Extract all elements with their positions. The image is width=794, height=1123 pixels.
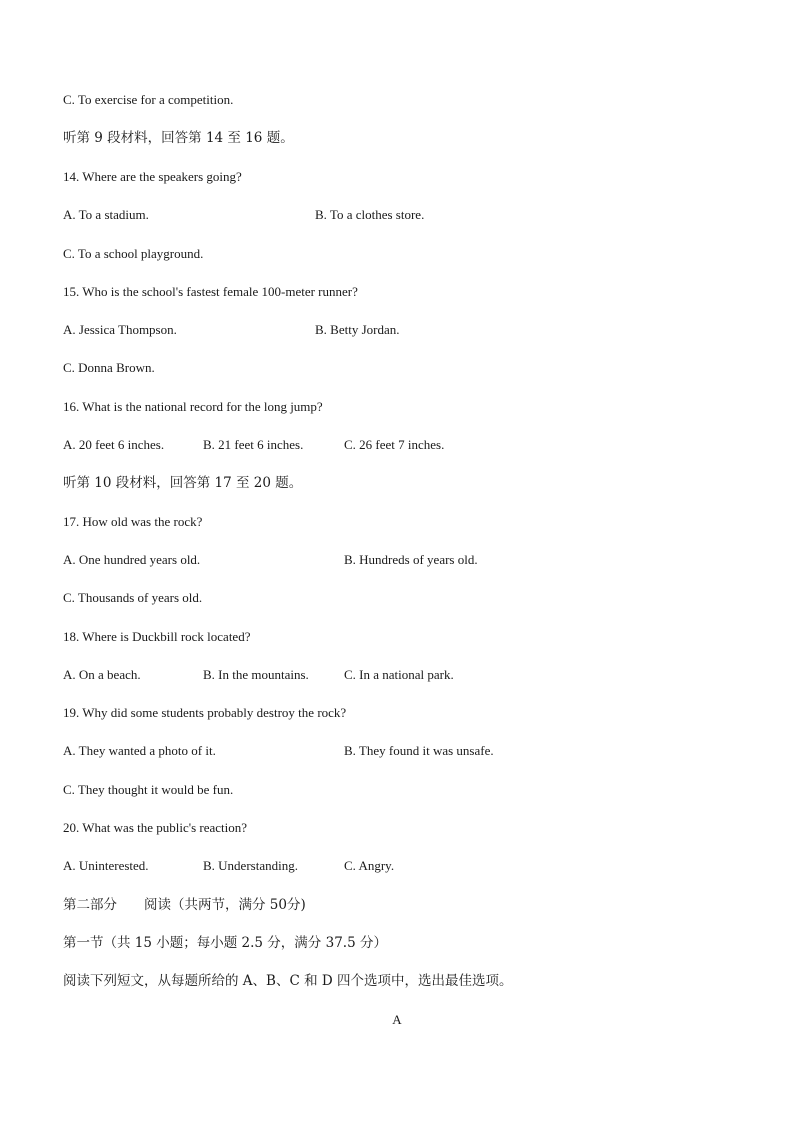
question-17: 17. How old was the rock?	[63, 514, 203, 529]
part-two-heading: 第二部分 阅读（共两节，满分 50分)	[63, 897, 306, 913]
option-b-q14: B. To a clothes store.	[315, 207, 425, 222]
option-b-q16: B. 21 feet 6 inches.	[203, 437, 304, 452]
option-a-q17: A. One hundred years old.	[63, 552, 201, 567]
section-one-heading: 第一节（共 15 小题；每小题 2.5 分，满分 37.5 分）	[63, 935, 387, 951]
option-a-q18: A. On a beach.	[63, 667, 141, 682]
option-a-q20: A. Uninterested.	[63, 858, 149, 873]
option-b-q19: B. They found it was unsafe.	[344, 743, 494, 758]
option-a-q15: A. Jessica Thompson.	[63, 322, 177, 337]
option-b-q15: B. Betty Jordan.	[315, 322, 400, 337]
question-16: 16. What is the national record for the long jump?	[63, 399, 323, 414]
option-a-q19: A. They wanted a photo of it.	[63, 743, 216, 758]
question-19: 19. Why did some students probably destroy the rock?	[63, 705, 347, 720]
option-c-q15: C. Donna Brown.	[63, 360, 155, 375]
question-20: 20. What was the public's reaction?	[63, 820, 248, 835]
option-c-q20: C. Angry.	[344, 858, 395, 873]
option-c-q18: C. In a national park.	[344, 667, 454, 682]
question-15: 15. Who is the school's fastest female 100-meter runner?	[63, 284, 358, 299]
option-c-q13: C. To exercise for a competition.	[63, 92, 234, 107]
reading-instructions: 阅读下列短文，从每题所给的 A、B、C 和 D 四个选项中，选出最佳选项。	[63, 973, 513, 989]
option-b-q17: B. Hundreds of years old.	[344, 552, 478, 567]
section-instruction-9: 听第 9 段材料，回答第 14 至 16 题。	[63, 130, 294, 146]
question-14: 14. Where are the speakers going?	[63, 169, 242, 184]
option-c-q16: C. 26 feet 7 inches.	[344, 437, 445, 452]
section-instruction-10: 听第 10 段材料，回答第 17 至 20 题。	[63, 475, 303, 491]
option-b-q18: B. In the mountains.	[203, 667, 309, 682]
option-b-q20: B. Understanding.	[203, 858, 298, 873]
option-a-q14: A. To a stadium.	[63, 207, 149, 222]
option-c-q17: C. Thousands of years old.	[63, 590, 203, 605]
option-c-q19: C. They thought it would be fun.	[63, 782, 234, 797]
question-18: 18. Where is Duckbill rock located?	[63, 629, 251, 644]
option-c-q14: C. To a school playground.	[63, 246, 204, 261]
passage-label: A	[392, 1012, 402, 1027]
option-a-q16: A. 20 feet 6 inches.	[63, 437, 165, 452]
